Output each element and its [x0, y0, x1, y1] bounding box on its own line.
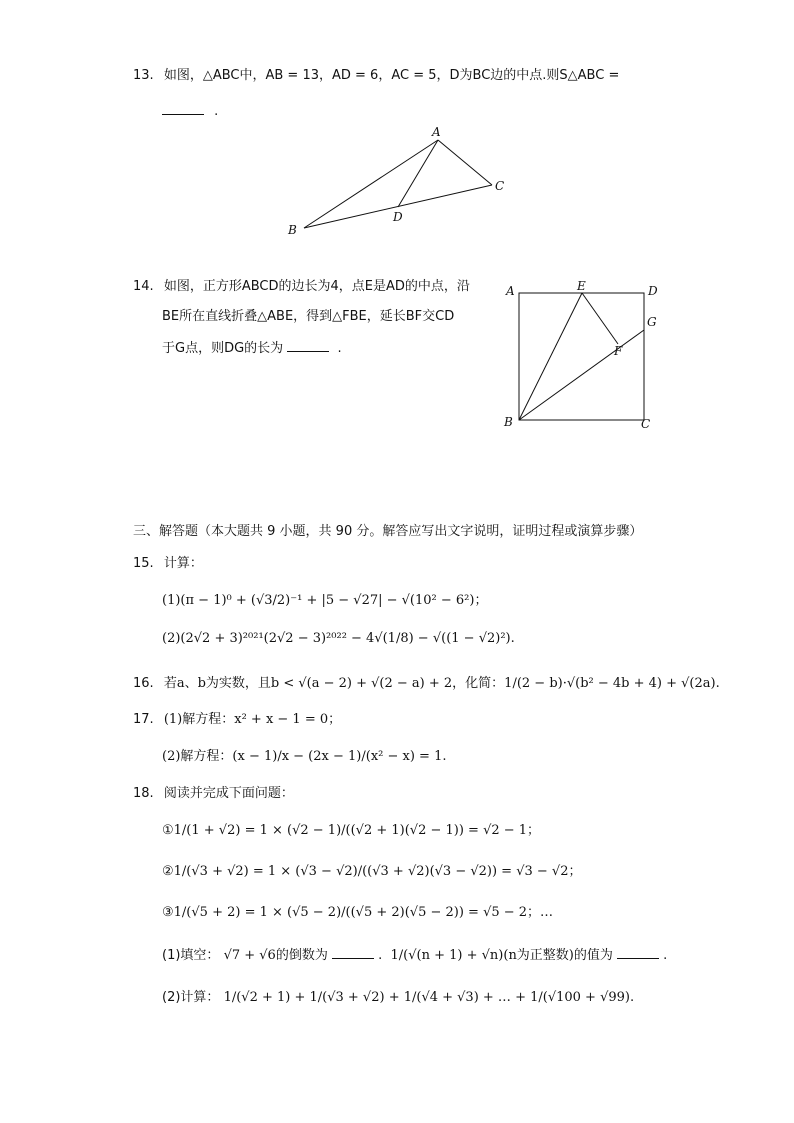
square-figure [500, 278, 670, 438]
label-d: D [648, 284, 658, 298]
example-2: ②1/(√3 + √2) = 1 × (√3 − √2)/((√3 + √2)(√3 − √2)) = √3 − √2； [162, 864, 582, 879]
label-a: A [432, 125, 441, 139]
triangle-figure [280, 122, 520, 242]
label-c: C [495, 179, 505, 193]
question-number: 13. [133, 68, 154, 83]
answer-blank: . [162, 102, 218, 121]
label-b: B [504, 415, 513, 429]
question-text: 如图，△ABC中，AB = 13，AD = 6，AC = 5，D为BC边的中点.则S△ABC = [163, 68, 620, 83]
question-18-part1: (1)填空： √7 + √6的倒数为 . 1/(√(n + 1) + √n)(n为正整数)的值为 . [162, 948, 668, 963]
section-title: 三、解答题（本大题共 9 小题，共 90 分。解答应写出文字说明，证明过程或演算步骤） [133, 524, 643, 539]
question-16: 16. 若a、b为实数，且b < √(a − 2) + √(2 − a) + 2，化简：1/(2 − b)·√(b² − 4b + 4) + √(2a). [133, 676, 720, 691]
question-15-part1: (1)(π − 1)⁰ + (√3/2)⁻¹ + |5 − √27| − √(10² − 6²)； [162, 593, 488, 608]
question-17: 17. (1)解方程：x² + x − 1 = 0； [133, 712, 342, 727]
question-17-part2: (2)解方程：(x − 1)/x − (2x − 1)/(x² − x) = 1. [162, 749, 447, 764]
blank-line [162, 102, 204, 115]
blank-line [287, 339, 329, 352]
question-number: 14. [133, 279, 154, 294]
question-number: 17. [133, 712, 154, 727]
label-e: E [577, 279, 586, 293]
question-number: 18. [133, 786, 154, 801]
question-15-part2: (2)(2√2 + 3)²⁰²¹(2√2 − 3)²⁰²² − 4√(1/8) − √((1 − √2)²). [162, 631, 515, 646]
example-1: ①1/(1 + √2) = 1 × (√2 − 1)/((√2 + 1)(√2 − 1)) = √2 − 1； [162, 823, 541, 838]
label-g: G [647, 315, 657, 329]
question-14-line1: 14. 如图，正方形ABCD的边长为4，点E是AD的中点，沿 [133, 279, 470, 294]
label-b: B [288, 223, 297, 237]
label-f: F [614, 344, 623, 358]
blank-line [332, 946, 374, 959]
question-number: 16. [133, 676, 154, 691]
blank-line [617, 946, 659, 959]
question-18: 18. 阅读并完成下面问题： [133, 786, 294, 801]
question-14-line2: BE所在直线折叠△ABE，得到△FBE，延长BF交CD [162, 309, 455, 324]
label-c: C [641, 417, 651, 431]
question-number: 15. [133, 556, 154, 571]
label-a: A [506, 284, 515, 298]
label-d: D [393, 210, 403, 224]
example-3: ③1/(√5 + 2) = 1 × (√5 − 2)/((√5 + 2)(√5 − 2)) = √5 − 2；… [162, 905, 554, 920]
question-18-part2: (2)计算： 1/(√2 + 1) + 1/(√3 + √2) + 1/(√4 + √3) + … + 1/(√100 + √99). [162, 990, 635, 1005]
question-14-line3: 于G点，则DG的长为 . [162, 341, 342, 356]
question-15: 15. 计算： [133, 556, 203, 571]
question-13 [133, 67, 619, 85]
